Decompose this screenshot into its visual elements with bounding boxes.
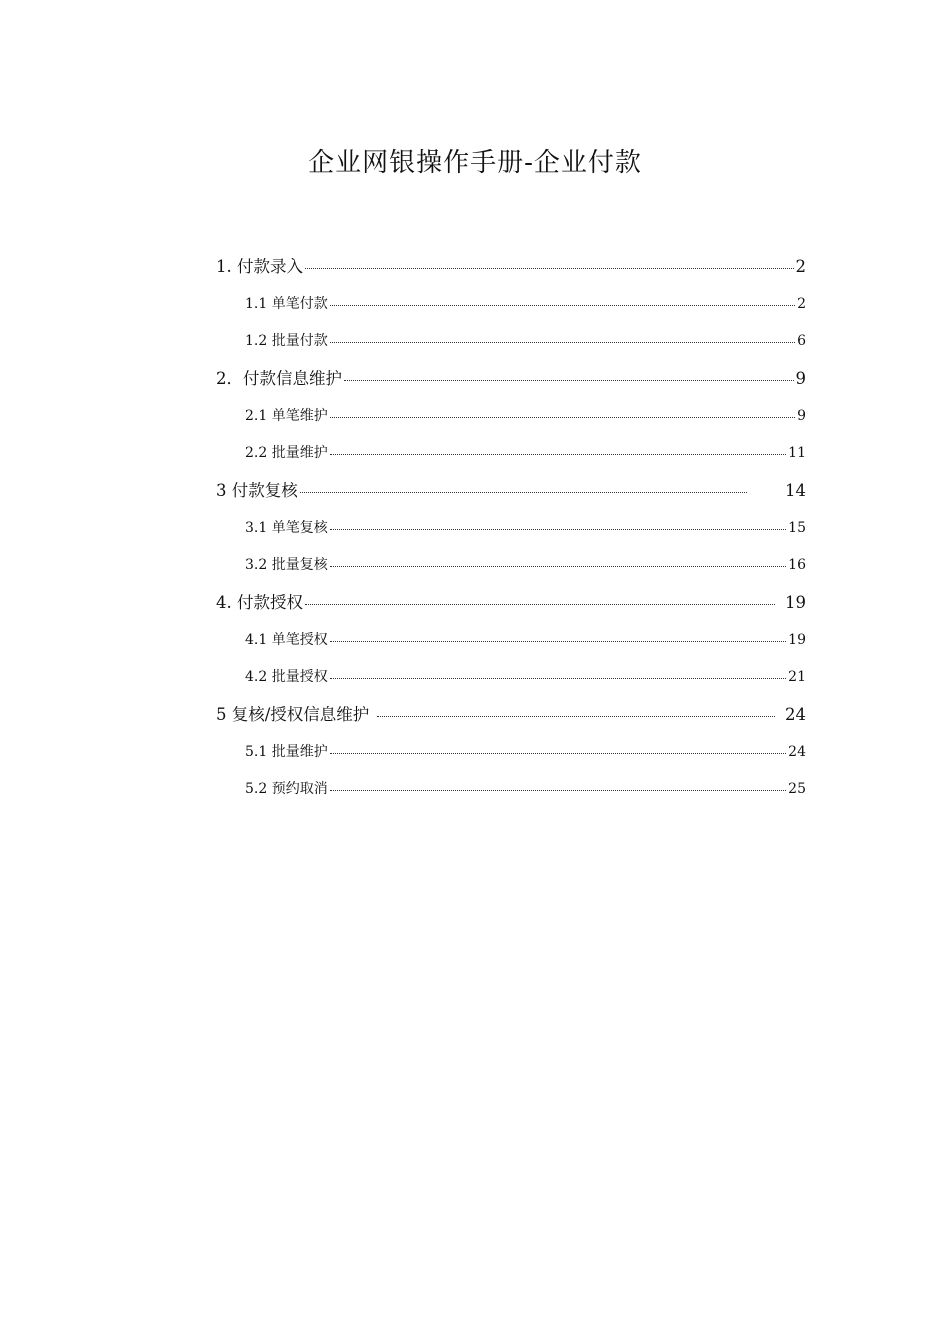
toc-entry-label: 1. 付款录入 — [216, 257, 303, 276]
toc-entry-page: 9 — [795, 369, 806, 388]
toc-leader-dots — [330, 529, 786, 530]
toc-entry-page: 24 — [785, 705, 806, 724]
toc-entry-page: 19 — [785, 593, 806, 612]
toc-entry-label: 2．付款信息维护 — [216, 369, 342, 388]
toc-entry[interactable] — [216, 253, 806, 277]
toc-leader-dots — [330, 678, 786, 679]
toc-entry-label: 4.1 单笔授权 — [245, 632, 328, 648]
toc-entry-page: 6 — [797, 333, 806, 349]
document-title: 企业网银操作手册-企业付款 — [308, 148, 642, 178]
toc-entry[interactable] — [245, 554, 806, 574]
toc-entry-page: 25 — [788, 781, 806, 797]
toc-entry-page: 2 — [795, 257, 806, 276]
toc-entry-page: 21 — [788, 669, 806, 685]
toc-entry[interactable] — [216, 589, 806, 613]
toc-entry-label: 2.1 单笔维护 — [245, 408, 328, 424]
toc-entry[interactable] — [245, 405, 806, 425]
toc-entry-page: 11 — [788, 445, 806, 461]
toc-entry[interactable] — [216, 701, 806, 725]
toc-entry-label: 3.1 单笔复核 — [245, 520, 328, 536]
toc-entry-label: 5.2 预约取消 — [245, 781, 328, 797]
toc-entry-page: 9 — [797, 408, 806, 424]
toc-leader-dots — [330, 454, 786, 455]
toc-entry-label: 3.2 批量复核 — [245, 557, 328, 573]
toc-leader-dots — [330, 342, 795, 343]
toc-entry[interactable] — [245, 517, 806, 537]
toc-entry[interactable] — [245, 442, 806, 462]
toc-entry[interactable] — [245, 330, 806, 350]
toc-leader-dots — [330, 753, 786, 754]
toc-entry[interactable] — [245, 293, 806, 313]
toc-entry-page: 24 — [788, 744, 806, 760]
toc-leader-dots — [330, 641, 786, 642]
toc-entry[interactable] — [245, 778, 806, 798]
toc-entry-label: 5 复核/授权信息维护 — [216, 705, 370, 724]
toc-entry[interactable] — [216, 477, 806, 501]
toc-entry[interactable] — [216, 365, 806, 389]
toc-entry-page: 19 — [788, 632, 806, 648]
toc-entry-label: 2.2 批量维护 — [245, 445, 328, 461]
toc-entry[interactable] — [245, 666, 806, 686]
toc-leader-dots — [330, 790, 786, 791]
toc-entry-label: 1.2 批量付款 — [245, 333, 328, 349]
toc-leader-dots — [330, 566, 786, 567]
toc-entry-label: 1.1 单笔付款 — [245, 296, 328, 312]
toc-leader-dots — [344, 380, 794, 381]
toc-entry-page: 14 — [785, 481, 806, 500]
toc-entry-label: 4.2 批量授权 — [245, 669, 328, 685]
toc-leader-dots — [300, 492, 747, 493]
toc-entry-page: 15 — [788, 520, 806, 536]
toc-entry-label: 4. 付款授权 — [216, 593, 303, 612]
toc-leader-dots — [305, 268, 794, 269]
toc-entry-page: 2 — [797, 296, 806, 312]
toc-entry[interactable] — [245, 629, 806, 649]
toc-entry-label: 3 付款复核 — [216, 481, 298, 500]
toc-leader-dots — [305, 604, 775, 605]
toc-entry-page: 16 — [788, 557, 806, 573]
toc-entry-label: 5.1 批量维护 — [245, 744, 328, 760]
toc-leader-dots — [377, 716, 775, 717]
toc-leader-dots — [330, 417, 795, 418]
toc-leader-dots — [330, 305, 795, 306]
toc-entry[interactable] — [245, 741, 806, 761]
